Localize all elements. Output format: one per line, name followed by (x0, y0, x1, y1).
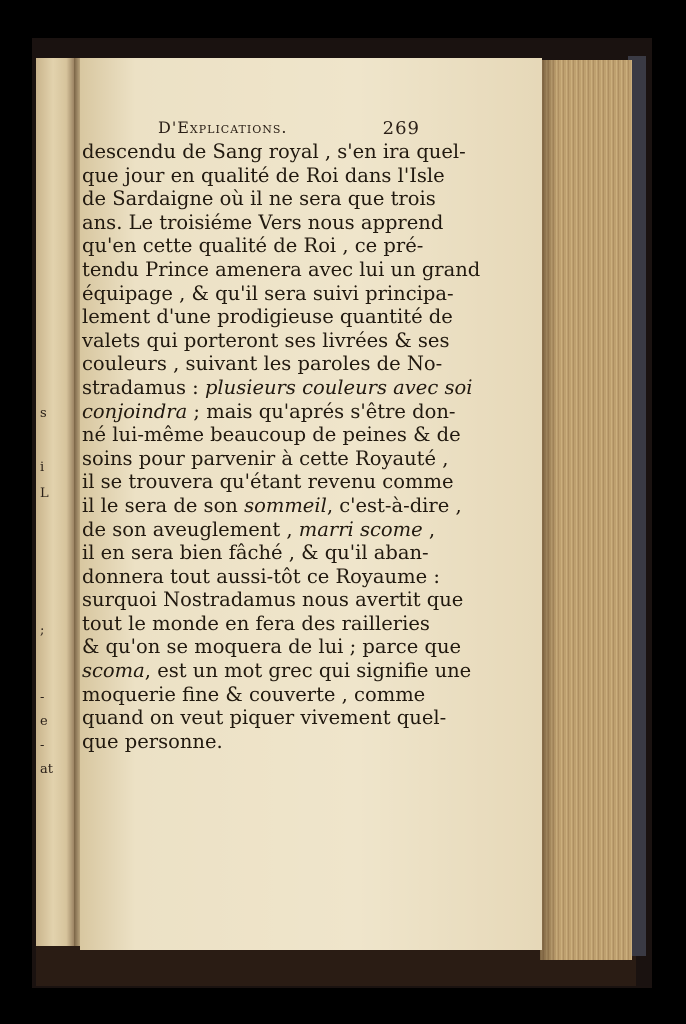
text-line (82, 470, 454, 494)
text-segment: moquerie fine & couverte , comme (82, 682, 426, 706)
text-line (82, 730, 420, 754)
italic-text: plusieurs couleurs avec soi (204, 375, 473, 399)
left-page-fragment: at (40, 762, 53, 777)
left-page-edge (36, 58, 74, 946)
text-segment: tendu Prince amenera avec lui un grand (82, 257, 481, 281)
text-segment: il le sera de son (82, 493, 245, 517)
left-page-fragment: L (40, 486, 49, 501)
text-line (82, 234, 424, 258)
text-segment: qu'en cette qualité de Roi , ce pré- (82, 234, 424, 258)
text-line (82, 446, 449, 471)
text-line (82, 352, 443, 376)
text-segment: que personne. (82, 729, 223, 753)
page-number: 269 (382, 118, 420, 139)
left-page-fragment: ; (40, 623, 45, 638)
text-line (82, 706, 447, 730)
text-segment: , (422, 517, 436, 541)
text-line (82, 210, 444, 235)
text-line (82, 328, 450, 353)
italic-text: conjoindra (82, 399, 188, 423)
text-line (82, 493, 462, 518)
text-line (82, 659, 472, 683)
text-segment: né lui-même beaucoup de peines & de (82, 423, 461, 447)
text-segment: & qu'on se moquera de lui ; parce que (82, 635, 462, 659)
left-page-fragment: e (40, 714, 48, 729)
text-line (82, 187, 436, 211)
italic-text: sommeil (244, 493, 327, 517)
text-line (82, 399, 456, 424)
left-page-fragment: s (40, 406, 47, 421)
text-line (82, 682, 426, 707)
text-segment: ; mais qu'aprés s'être don- (187, 399, 456, 423)
text-line (82, 588, 464, 612)
text-line (82, 517, 436, 542)
text-segment: lement d'une prodigieuse quantité de (82, 305, 453, 329)
text-line (82, 163, 445, 188)
text-segment: il en sera bien fâché , & qu'il aban- (82, 541, 429, 565)
text-segment: , c'est-à-dire , (326, 493, 462, 517)
text-segment: donnera tout aussi-tôt ce Royaume : (82, 564, 440, 588)
text-segment: descendu de Sang royal , s'en ira quel- (82, 140, 466, 163)
text-segment: il se trouvera qu'étant revenu comme (82, 470, 454, 494)
text-segment: équipage , & qu'il sera suivi principa- (82, 281, 454, 305)
text-segment: valets qui porteront ses livrées & ses (82, 328, 450, 352)
text-segment: tout le monde en fera des railleries (82, 611, 430, 635)
text-line (82, 305, 453, 329)
text-segment: surquoi Nostradamus nous avertit que (82, 588, 464, 612)
text-segment: que jour en qualité de Roi dans l'Isle (82, 163, 445, 187)
text-line (82, 281, 454, 306)
left-page-fragment: - (40, 738, 45, 753)
text-segment: quand on veut piquer vivement quel- (82, 706, 447, 730)
text-line (82, 140, 466, 164)
text-line (82, 257, 481, 282)
left-page-fragment: - (40, 690, 45, 705)
text-line (82, 564, 440, 589)
left-page-fragment: i (40, 460, 45, 475)
text-segment: ans. Le troisiéme Vers nous apprend (82, 210, 444, 234)
body-text (82, 140, 481, 753)
text-segment: couleurs , suivant les paroles de No- (82, 352, 443, 376)
text-segment: stradamus : (82, 375, 205, 399)
page-edges (540, 60, 632, 960)
text-segment: soins pour parvenir à cette Royauté , (82, 446, 449, 470)
text-segment: de Sardaigne où il ne sera que trois (82, 187, 436, 211)
text-line (82, 635, 462, 659)
running-title: D'Explications. (158, 118, 288, 137)
text-line (82, 611, 430, 636)
text-line (82, 423, 461, 447)
italic-text: scoma (82, 659, 145, 683)
text-line (82, 541, 429, 565)
italic-text: marri scome (298, 517, 423, 541)
running-header (158, 118, 420, 140)
text-line (82, 375, 473, 400)
text-segment: , est un mot grec qui signifie une (144, 659, 472, 683)
text-segment: de son aveuglement , (82, 517, 299, 541)
